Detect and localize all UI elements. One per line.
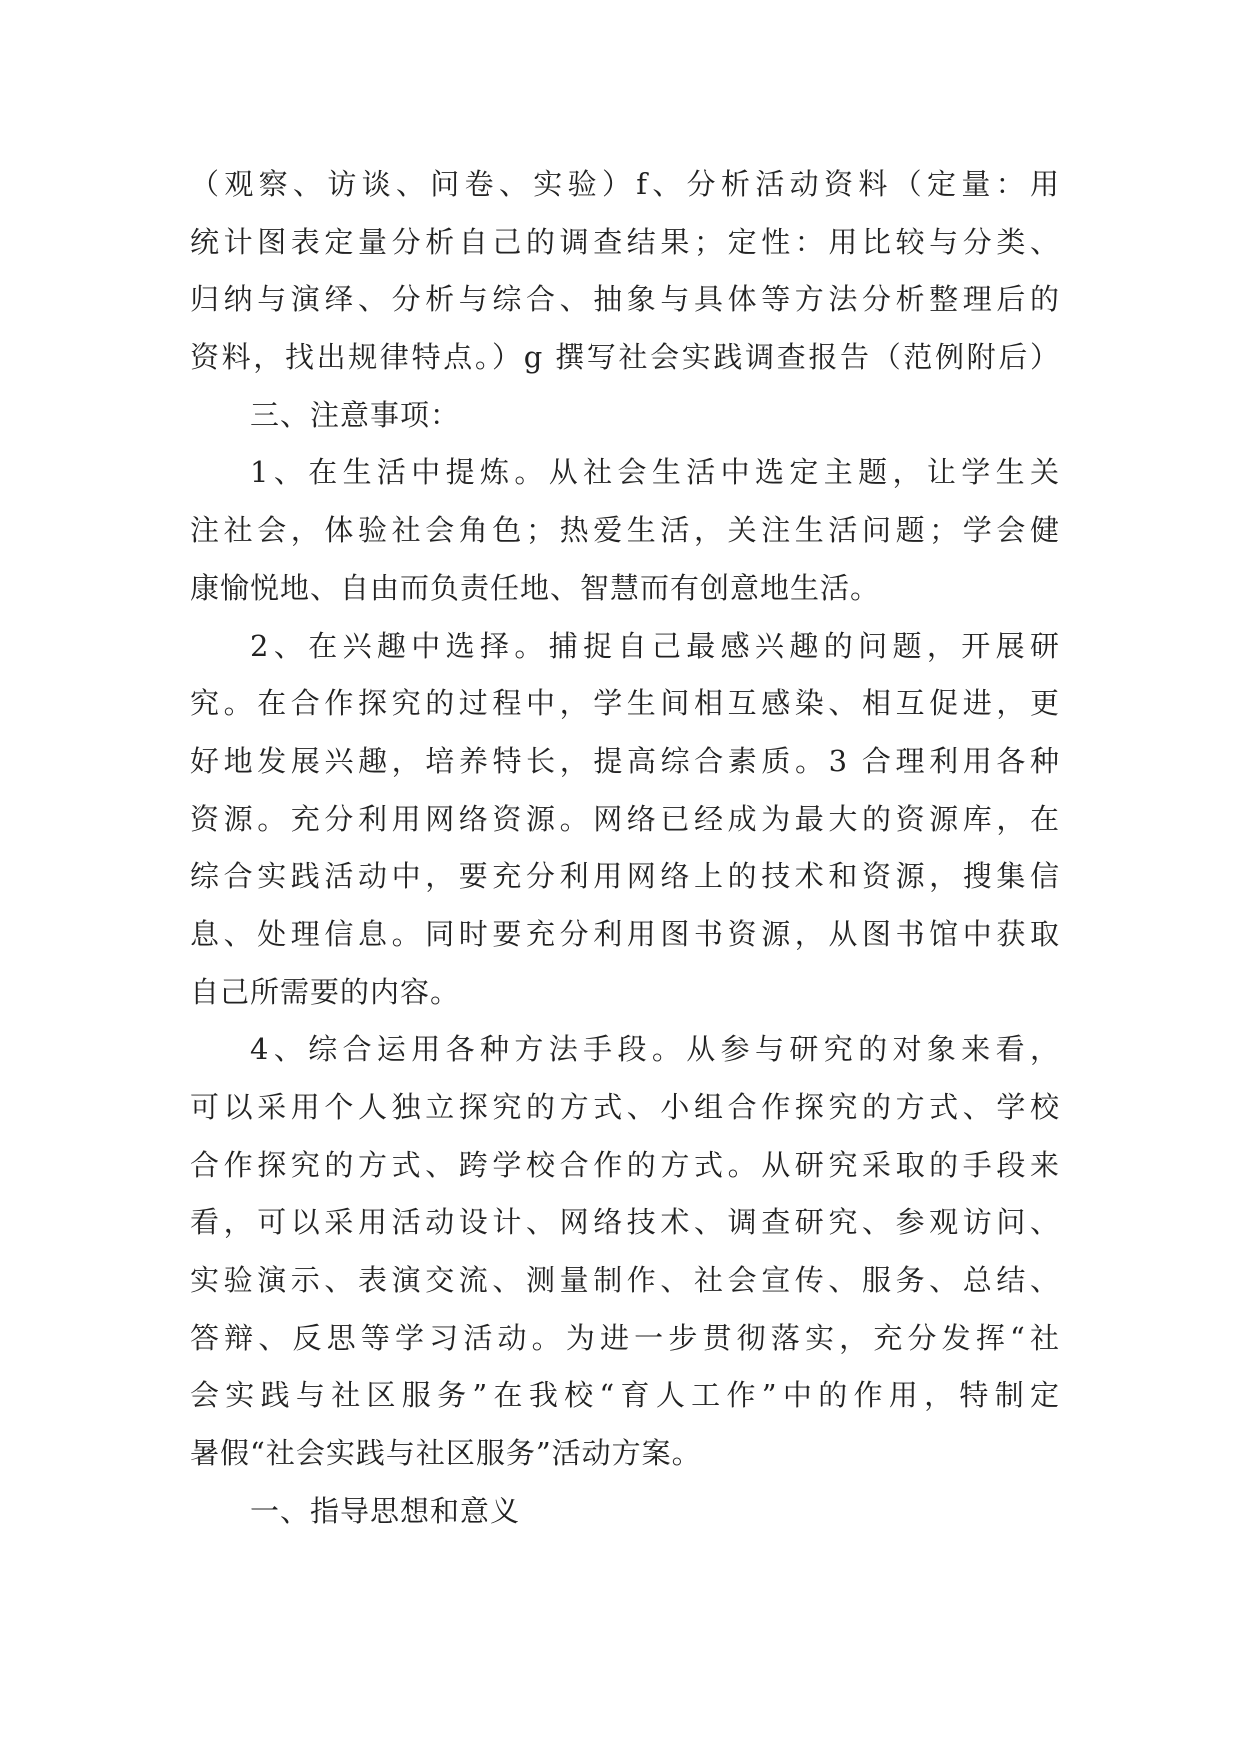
section-heading: 三、注意事项： bbox=[250, 397, 461, 432]
text-line: 4、综合运用各种方法手段。从参与研究的对象来看， bbox=[250, 1032, 1060, 1067]
text-line: 合作探究的方式、跨学校合作的方式。从研究采取的手段来 bbox=[190, 1147, 1060, 1182]
body-text bbox=[190, 156, 1060, 1541]
text-line: 可以采用个人独立探究的方式、小组合作探究的方式、学校 bbox=[190, 1090, 1060, 1124]
text-line: 实验演示、表演交流、测量制作、社会宣传、服务、总结、 bbox=[190, 1263, 1060, 1298]
text-line: 会实践与社区服务”在我校“育人工作”中的作用，特制定 bbox=[190, 1378, 1060, 1413]
text-line: 好地发展兴趣，培养特长，提高综合素质。3 合理利用各种 bbox=[190, 743, 1060, 778]
text-line: 注社会，体验社会角色；热爱生活，关注生活问题；学会健 bbox=[190, 513, 1060, 548]
text-line: 自己所需要的内容。 bbox=[190, 974, 461, 1009]
text-line: 答辩、反思等学习活动。为进一步贯彻落实，充分发挥“社 bbox=[190, 1320, 1060, 1355]
text-line: 究。在合作探究的过程中，学生间相互感染、相互促进，更 bbox=[190, 686, 1060, 721]
text-line: （观察、访谈、问卷、实验）f、分析活动资料（定量：用 bbox=[190, 167, 1060, 201]
text-line: 1、在生活中提炼。从社会生活中选定主题，让学生关 bbox=[250, 455, 1060, 490]
text-line: 看，可以采用活动设计、网络技术、调查研究、参观访问、 bbox=[190, 1205, 1060, 1240]
text-line: 暑假“社会实践与社区服务”活动方案。 bbox=[190, 1436, 702, 1471]
text-line: 综合实践活动中，要充分利用网络上的技术和资源，搜集信 bbox=[190, 859, 1060, 894]
text-line: 资源。充分利用网络资源。网络已经成为最大的资源库，在 bbox=[190, 801, 1060, 836]
text-line: 统计图表定量分析自己的调查结果；定性：用比较与分类、 bbox=[190, 224, 1060, 259]
section-heading: 一、指导思想和意义 bbox=[250, 1493, 521, 1528]
text-line: 资料，找出规律特点。）g 撰写社会实践调查报告（范例附后） bbox=[190, 340, 1060, 375]
text-line: 康愉悦地、自由而负责任地、智慧而有创意地生活。 bbox=[190, 570, 881, 605]
text-line: 2、在兴趣中选择。捕捉自己最感兴趣的问题，开展研 bbox=[250, 628, 1060, 663]
text-line: 息、处理信息。同时要充分利用图书资源，从图书馆中获取 bbox=[190, 916, 1060, 951]
text-line: 归纳与演绎、分析与综合、抽象与具体等方法分析整理后的 bbox=[190, 282, 1060, 317]
